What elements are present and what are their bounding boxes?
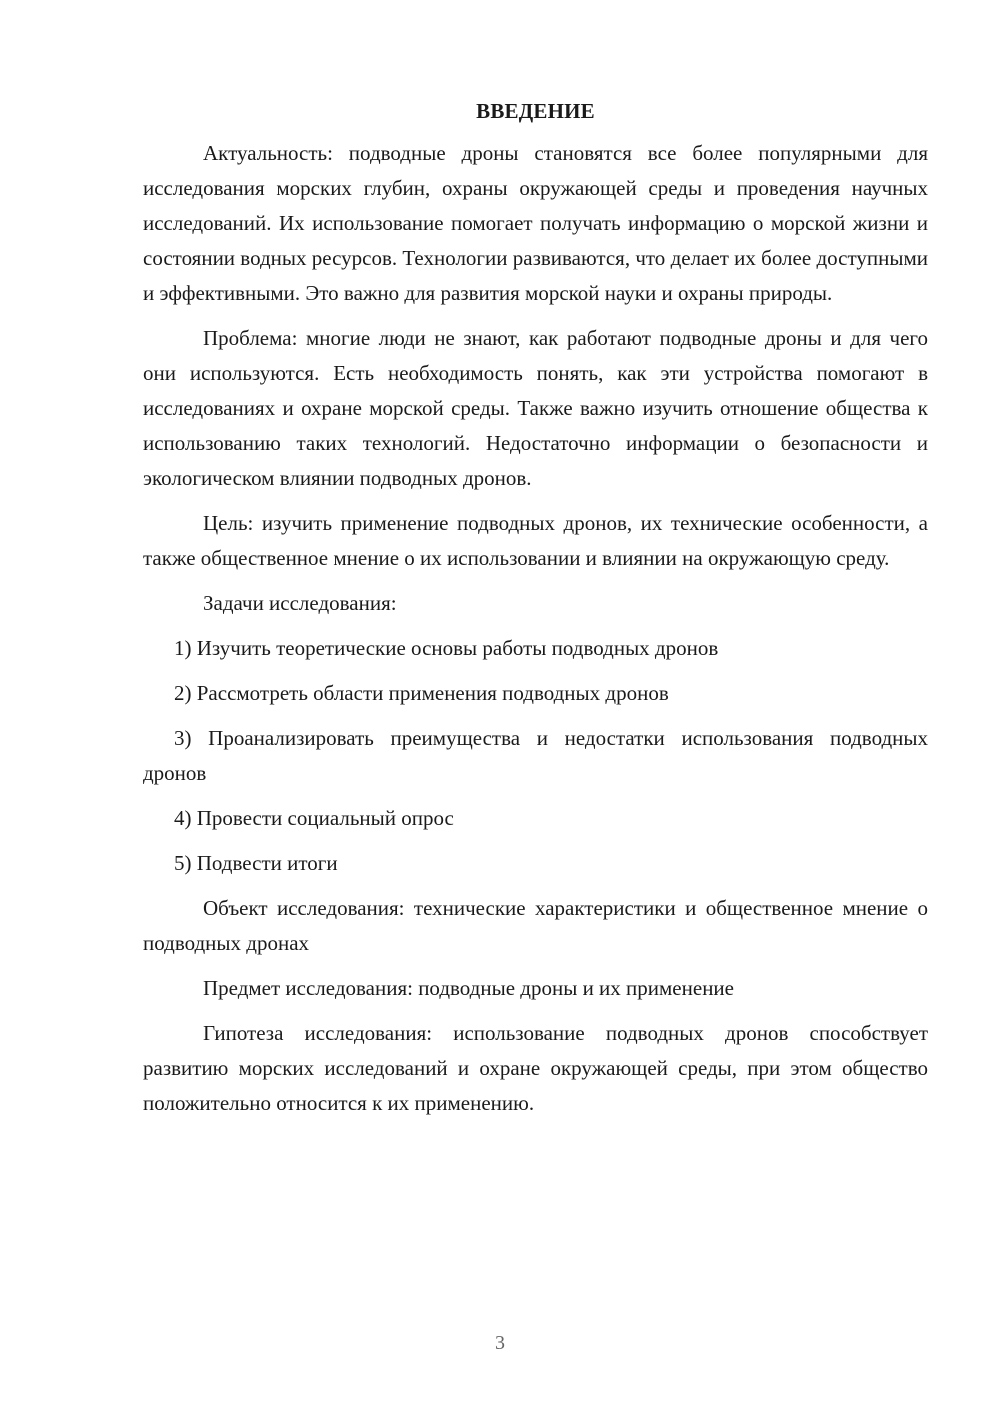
task-item: 2) Рассмотреть области применения подводных дронов [174,681,669,705]
task-item: 4) Провести социальный опрос [174,806,454,830]
object-paragraph: Объект исследования: технические характеристики и общественное мнение о подводных дронах [143,896,928,955]
task-item: 5) Подвести итоги [174,851,338,875]
relevance-paragraph: Актуальность: подводные дроны становятся все более популярными для исследования морских глубин, охраны окружающей среды и проведения научных исследований. Их использование помогает получать информацию о морской жизни и состоянии водных ресурсов. Технологии развиваются, что делает их более доступными и эффективными. Это важно для развития морской науки и охраны природы. [143,141,928,305]
task-item: 1) Изучить теоретические основы работы подводных дронов [174,636,719,660]
goal-paragraph: Цель: изучить применение подводных дронов, их технические особенности, а также общественное мнение о их использовании и влиянии на окружающую среду. [143,511,928,570]
hypothesis-paragraph: Гипотеза исследования: использование подводных дронов способствует развитию морских исследований и охране окружающей среды, при этом общество положительно относится к их применению. [143,1021,928,1115]
page-number: 3 [495,1332,505,1354]
task-item: 3) Проанализировать преимущества и недостатки использования подводных дронов [143,726,928,785]
section-heading: ВВЕДЕНИЕ [476,99,595,123]
problem-paragraph: Проблема: многие люди не знают, как работают подводные дроны и для чего они используются. Есть необходимость понять, как эти устройства помогают в исследованиях и охране морской среды. Также важно изучить отношение общества к использованию таких технологий. Недостаточно информации о безопасности и экологическом влиянии подводных дронов. [143,326,928,490]
document-page [143,96,928,1131]
tasks-heading: Задачи исследования: [203,591,397,615]
subject-paragraph: Предмет исследования: подводные дроны и их применение [203,976,734,1000]
